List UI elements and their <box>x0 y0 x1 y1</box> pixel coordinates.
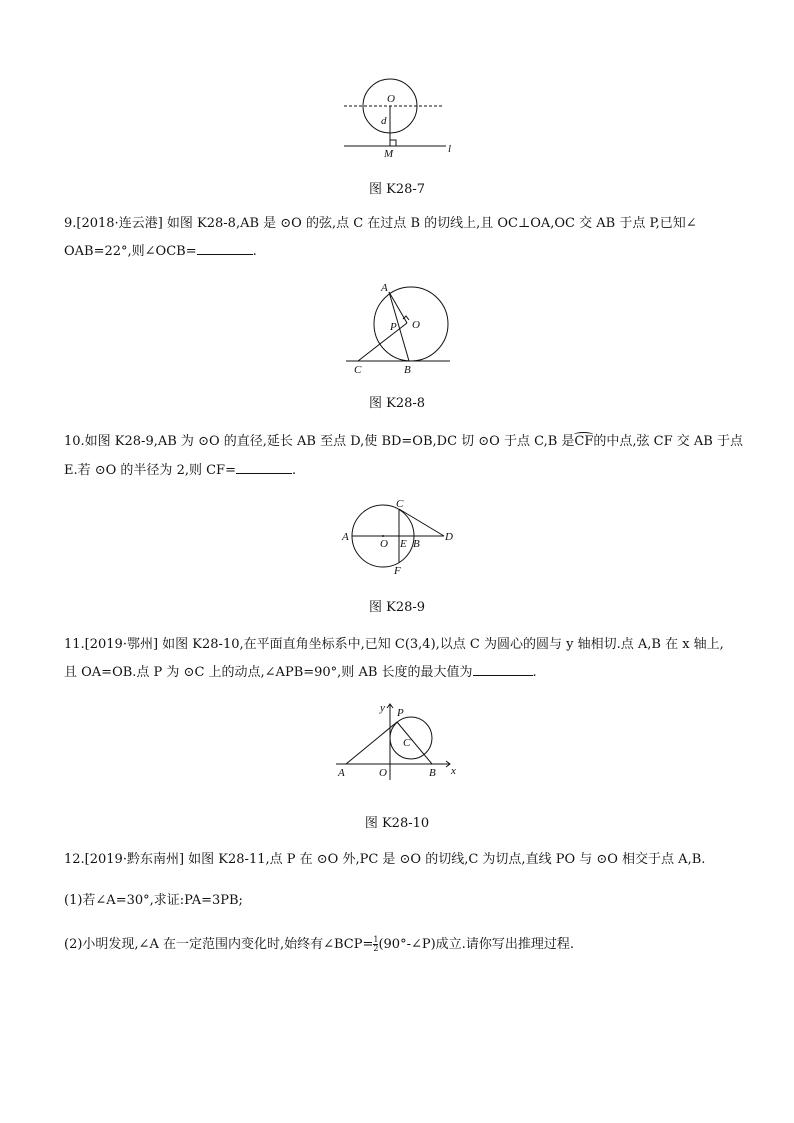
q12-part2-rest: (90°-∠P)成立.请你写出推理过程. <box>378 937 574 952</box>
label-p: P <box>397 707 404 719</box>
right-angle-mark <box>390 140 396 146</box>
q9-answer-blank[interactable] <box>197 242 253 255</box>
segment-oc <box>358 323 407 361</box>
q11-line2-text: 且 OA=OB.点 P 为 ⊙C 上的动点,∠APB=90°,则 AB 长度的最大值为 <box>64 665 473 680</box>
figure-k28-9 <box>338 496 462 578</box>
figure-caption-k28-7: 图 K28-7 <box>368 182 426 197</box>
label-c: C <box>354 364 362 376</box>
label-e: E <box>400 538 407 550</box>
label-o: O <box>379 767 387 779</box>
figure-caption-k28-9: 图 K28-9 <box>368 600 426 615</box>
q9-line2-text: OAB=22°,则∠OCB= <box>64 244 197 259</box>
arc-cf-label: CF <box>574 434 594 449</box>
label-d: D <box>445 531 453 543</box>
q10-line1 <box>64 431 743 453</box>
segment-ap <box>346 722 397 764</box>
figure-k28-10 <box>330 700 464 782</box>
label-o: O <box>387 93 395 105</box>
center-point <box>382 535 384 537</box>
label-y: y <box>380 702 385 714</box>
tangent-dc <box>399 509 444 536</box>
label-m: M <box>384 148 394 160</box>
q10-line2-text: E.若 ⊙O 的半径为 2,则 CF= <box>64 463 236 478</box>
q12-line1: 12.[2019·黔东南州] 如图 K28-11,点 P 在 ⊙O 外,PC 是 ⊙O 的切线,C 为切点,直线 PO 与 ⊙O 相交于点 A,B. <box>64 852 706 867</box>
q11-line1: 11.[2019·鄂州] 如图 K28-10,在平面直角坐标系中,已知 C(3,4),以点 C 为圆心的圆与 y 轴相切.点 A,B 在 x 轴上, <box>64 637 724 652</box>
label-o: O <box>412 319 420 331</box>
arc-cf <box>574 431 593 453</box>
label-b: B <box>429 767 436 779</box>
right-angle-mark <box>403 316 409 320</box>
q10-answer-blank[interactable] <box>236 461 292 474</box>
q11-line2 <box>64 662 734 684</box>
label-x: x <box>451 765 456 777</box>
label-b: B <box>404 364 411 376</box>
label-a: A <box>381 282 388 294</box>
q9-line2-end: . <box>252 244 257 259</box>
q10-line2 <box>64 460 734 482</box>
label-a: A <box>338 767 345 779</box>
fraction-denominator: 2 <box>373 944 379 953</box>
label-a: A <box>342 531 349 543</box>
circle-c <box>390 717 432 759</box>
circle-o <box>374 287 448 361</box>
q9-line1: 9.[2018·连云港] 如图 K28-8,AB 是 ⊙O 的弦,点 C 在过点 B 的切线上,且 OC⊥OA,OC 交 AB 于点 P,已知∠ <box>64 216 697 231</box>
label-o: O <box>380 538 388 550</box>
figure-caption-k28-8: 图 K28-8 <box>368 396 426 411</box>
label-p: P <box>390 321 397 333</box>
q9-line2 <box>64 241 734 263</box>
q12-part2-text: (2)小明发现,∠A 在一定范围内变化时,始终有∠BCP= <box>64 937 374 952</box>
label-l: l <box>448 143 452 155</box>
q11-line2-end: . <box>532 665 537 680</box>
q12-part1: (1)若∠A=30°,求证:PA=3PB; <box>64 893 243 908</box>
q10-line1-text: 10.如图 K28-9,AB 为 ⊙O 的直径,延长 AB 至点 D,使 BD=OB,DC 切 ⊙O 于点 C,B 是 <box>64 434 575 449</box>
figure-caption-k28-10: 图 K28-10 <box>364 816 430 831</box>
arc-cf-mark <box>574 432 593 437</box>
q12-part2 <box>64 934 734 956</box>
fraction-numerator: 1 <box>373 935 379 944</box>
figure-k28-7 <box>336 72 456 164</box>
label-b: B <box>413 538 420 550</box>
q11-answer-blank[interactable] <box>473 663 533 676</box>
label-c: C <box>396 498 404 510</box>
q10-line2-end: . <box>291 463 297 478</box>
figure-k28-8 <box>340 278 458 378</box>
q10-line1-rest: 的中点,弦 CF 交 AB 于点 <box>593 434 743 449</box>
label-c: C <box>403 737 411 749</box>
label-f: F <box>394 565 401 577</box>
label-d: d <box>381 115 387 127</box>
